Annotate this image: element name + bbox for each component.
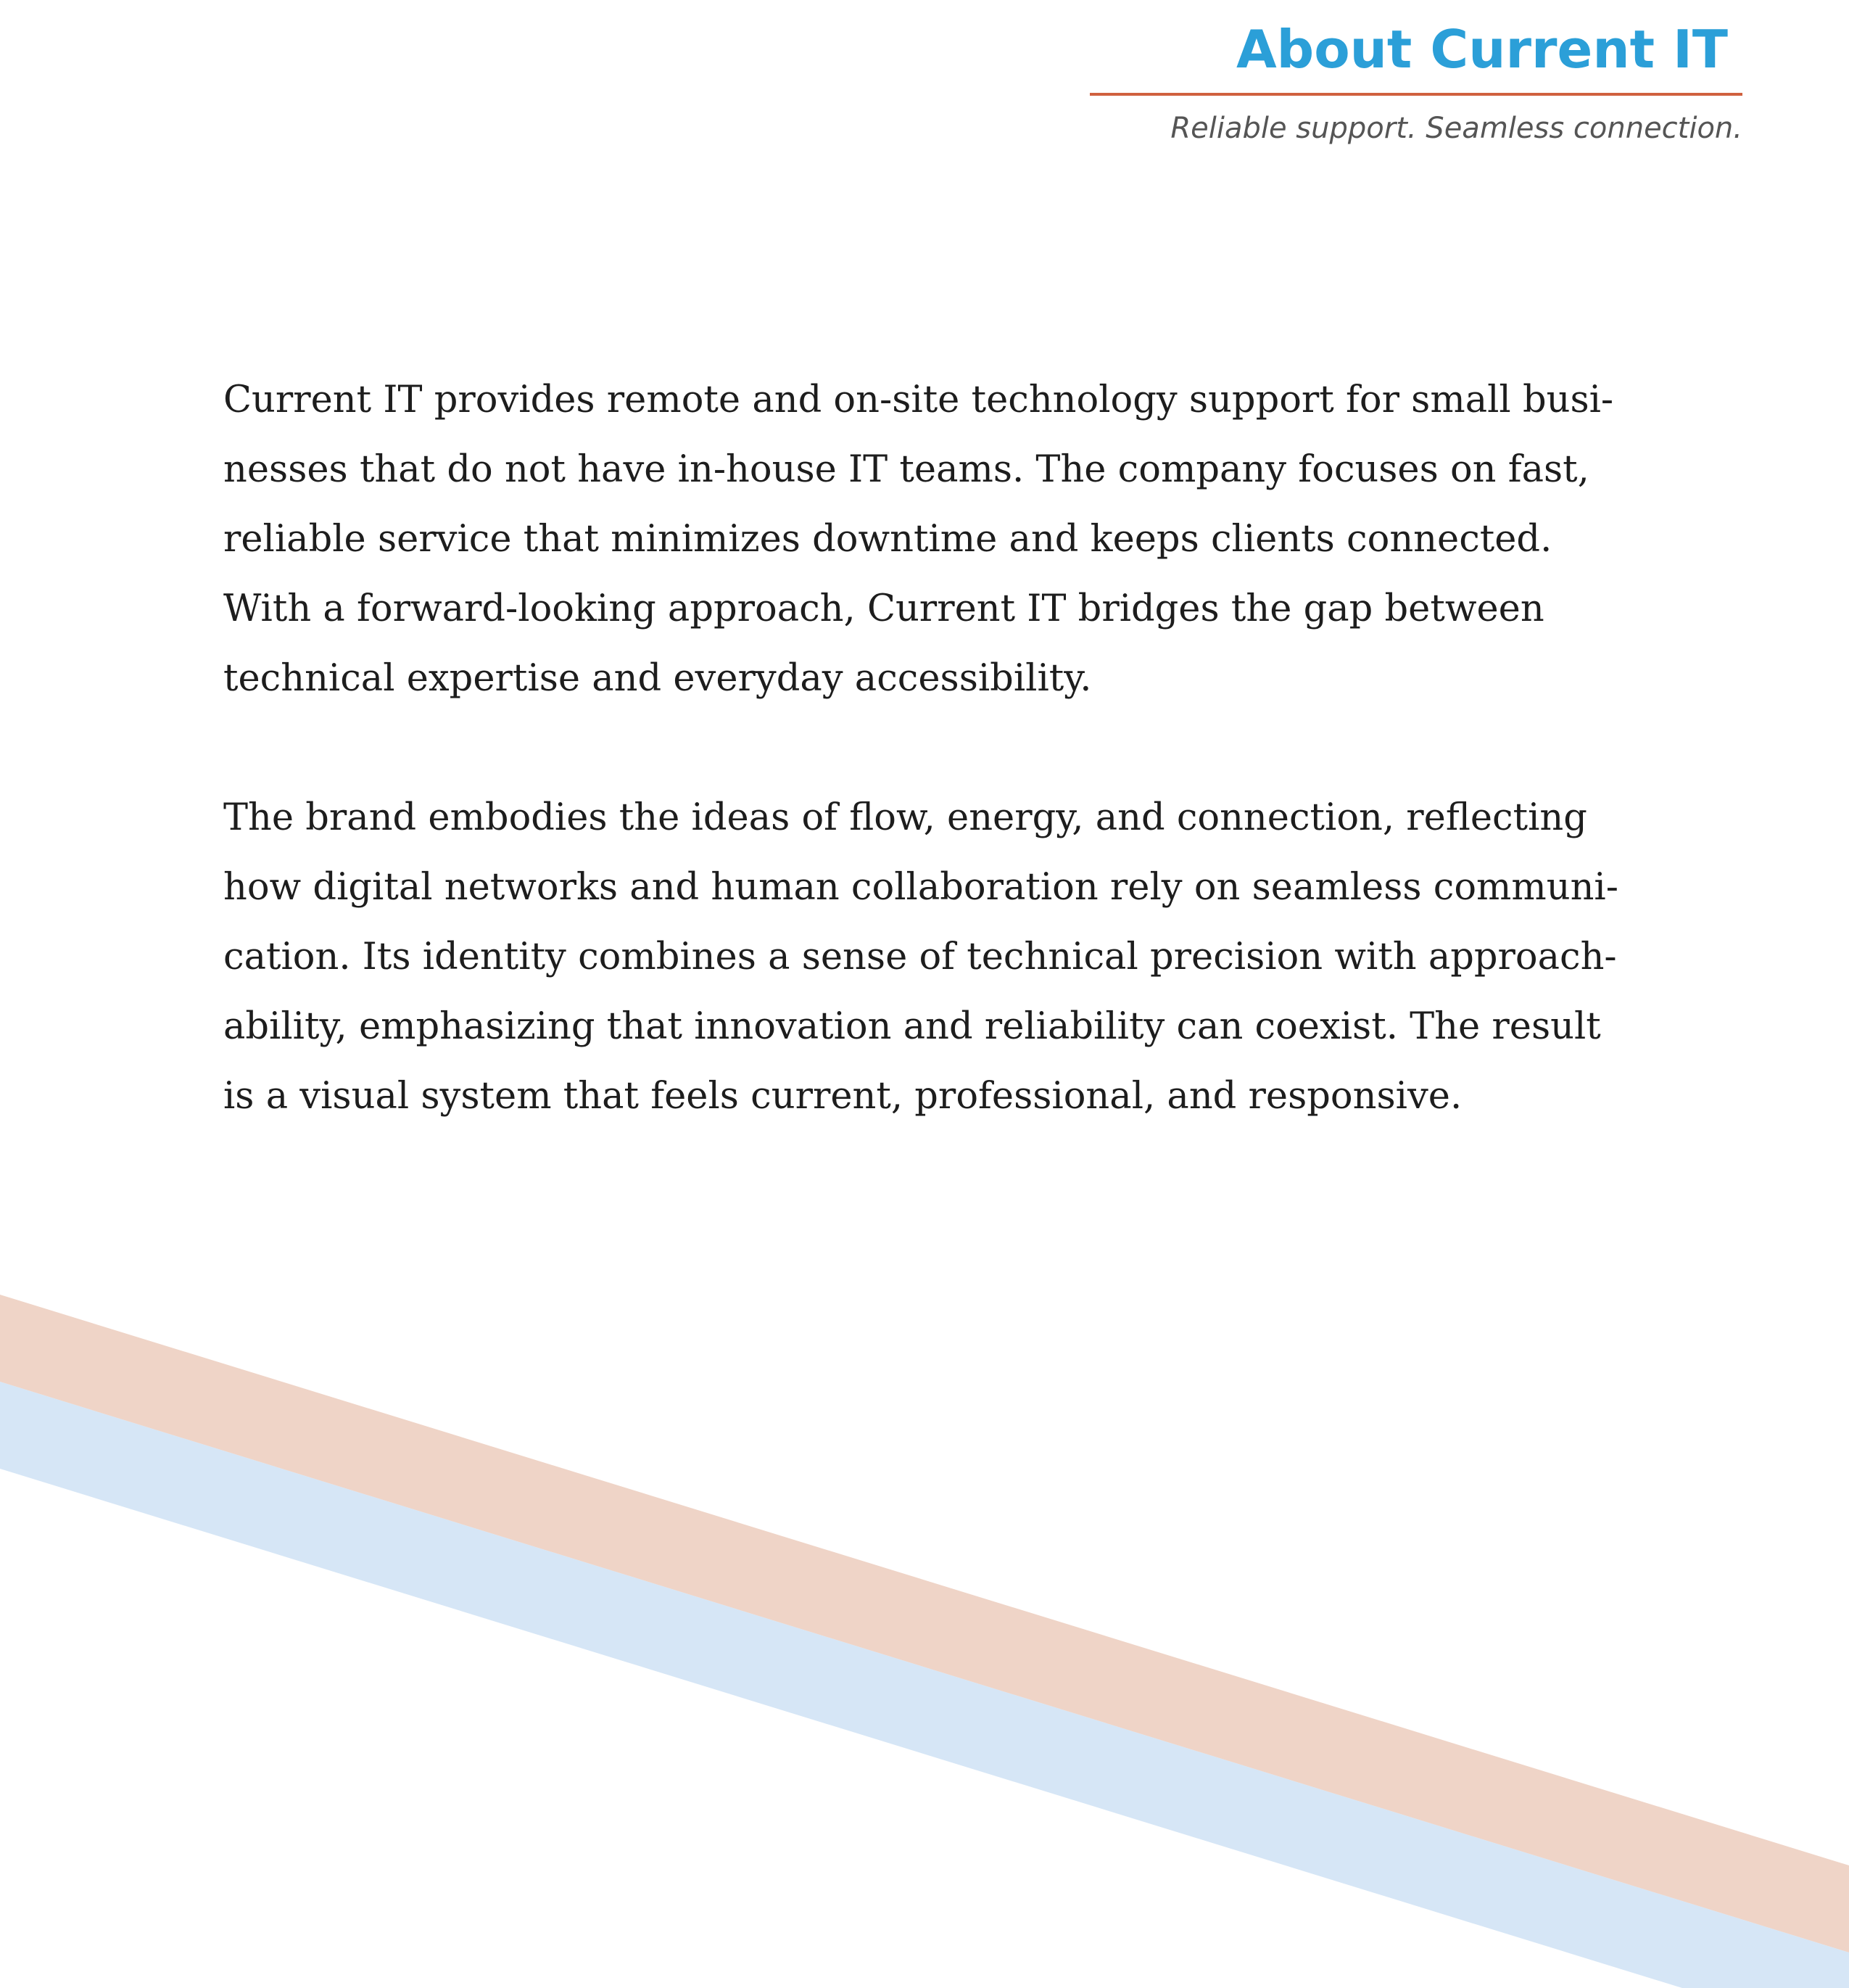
text-line: nesses that do not have in-house IT teams. The company focuses on fast,: [223, 448, 1589, 491]
text-line: how digital networks and human collaboration rely on seamless communi-: [223, 866, 1618, 909]
text-line: technical expertise and everyday accessibility.: [223, 657, 1092, 700]
paragraph-brand: [223, 783, 1626, 1131]
text-line: With a forward-looking approach, Current IT bridges the gap between: [223, 587, 1544, 630]
paragraph-intro: [223, 366, 1626, 714]
text-line: cation. Its identity combines a sense of technical precision with approach-: [223, 936, 1617, 978]
text-line: Current IT provides remote and on-site technology support for small busi-: [223, 379, 1614, 421]
text-line: reliable service that minimizes downtime and keeps clients connected.: [223, 518, 1552, 561]
body-copy: [223, 366, 1626, 1201]
orange-stripe: [0, 1295, 1849, 1952]
text-line: ability, emphasizing that innovation and reliability can coexist. The result: [223, 1005, 1601, 1048]
text-line: The brand embodies the ideas of flow, energy, and connection, reflecting: [223, 796, 1587, 839]
text-line: is a visual system that feels current, professional, and responsive.: [223, 1075, 1463, 1118]
tagline: Reliable support. Seamless connection.: [1170, 112, 1742, 145]
page-title: About Current IT: [1236, 19, 1728, 80]
header-divider: [1090, 93, 1742, 96]
blue-stripe: [0, 1382, 1849, 1988]
